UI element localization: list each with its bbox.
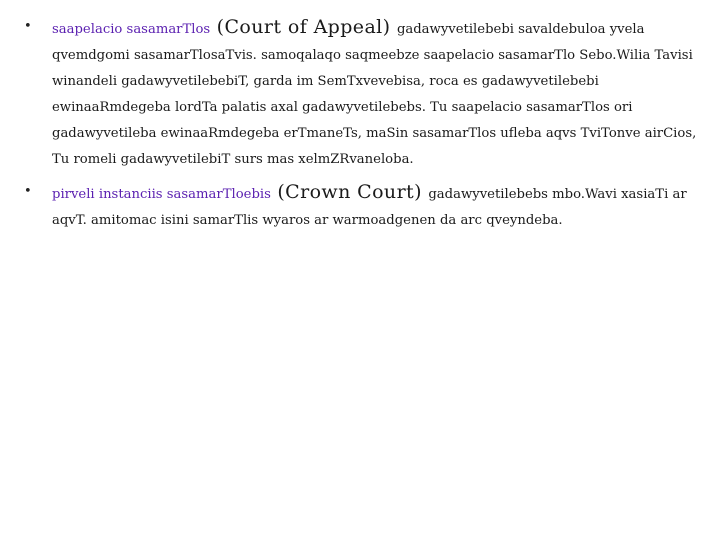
bullet-item-court-of-appeal (24, 14, 700, 173)
term-close-paren: ) (414, 181, 429, 203)
bullet-item-crown-court (24, 179, 700, 234)
bullet-list (24, 14, 700, 240)
term-open-paren: ( (210, 16, 225, 38)
term-close-paren: ) (382, 16, 397, 38)
term-crown-court: Crown Court (285, 181, 415, 203)
bullet-keyword: pirveli instanciis sasamarTloebis (52, 187, 271, 202)
bullet-text: gadawyvetilebebi savaldebuloa yvela qvemdgomi sasamarTlosaTvis. samoqalaqo saqmeebze saapelacio sasamarTlo Sebo.Wilia Tavisi winandeli gadawyvetilebebiT, garda im SemTxvevebisa, roca es gadawyvetilebebi ewinaaRmdegeba lordTa palatis axal gadawyvetilebebs. Tu saapelacio sasamarTlos ori gadawyvetileba ewinaaRmdegeba erTmaneTs, maSin sasamarTlos ufleba aqvs TviTonve airCios, Tu romeli gadawyvetilebiT surs mas xelmZRvaneloba. (52, 22, 697, 167)
bullet-text: gadawyvetilebebs mbo.Wavi xasiaTi ar aqvT. amitomac isini samarTlis wyaros ar warmoadgenen da arc qveyndeba. (52, 187, 687, 228)
term-open-paren: ( (270, 181, 286, 203)
bullet-dot-icon: • (24, 184, 32, 199)
term-court-of-appeal: Court of Appeal (224, 16, 383, 38)
bullet-dot-icon: • (24, 19, 32, 34)
bullet-keyword: saapelacio sasamarTlos (52, 22, 211, 37)
